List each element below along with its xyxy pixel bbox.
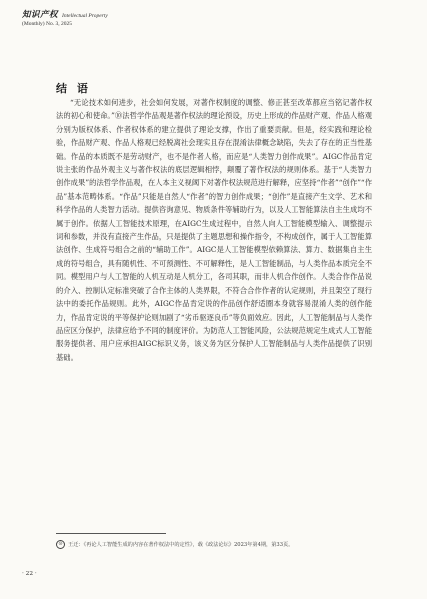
footnote-text: 王迁：《再论人工智能生成的内容在著作权法中的定性》，载《政法论坛》2023年第4期，第33页。 xyxy=(68,542,294,548)
journal-header xyxy=(22,8,108,27)
journal-title-en: Intellectual Property xyxy=(62,13,108,19)
journal-title-cn: 知识产权 xyxy=(22,10,59,20)
footnote-marker: ⑩ xyxy=(56,540,65,549)
page-number: · 22 · xyxy=(22,571,37,577)
section-title: 结 语 xyxy=(56,82,91,95)
body-text xyxy=(56,96,372,364)
issue-info: (Monthly) No. 3, 2025 xyxy=(22,21,72,27)
paragraph: “无论技术如何进步，社会如何发展，对著作权制度的调整、修正甚至改革都应当铭记著作权法的初心和使命。”⑩法哲学作品观是著作权法的理论预设，历史上形成的作品财产观、作品人格观分别为版权体系、作者权体系的建立提供了理论支撑，作出了重要贡献。但是，经实践和理论检验，作品财产观、作品人格观已经脱离社会现实且存在混淆法律概念缺陷，失去了存在的正当性基础。作品的本质既不是劳动财产，也不是作者人格，而应是“人类智力创作成果”。AIGC作品肯定说主张的作品外观主义与著作权法的底层逻辑相悖，颠覆了著作权法的规则体系。基于“人类智力创作成果”的法哲学作品观，在人本主义视阈下对著作权法规范进行解释，应坚持“作者”“创作”“作品”基本范畴体系。“作品”只能是自然人“作者”的智力创作成果；“创作”是直接产生文学、艺术和科学作品的人类智力活动。提供咨询意见、物质条件等辅助行为，以及人工智能算法自主生成均不属于创作。依据人工智能技术原理，在AIGC生成过程中，自然人向人工智能模型输入、调整提示词和参数，并没有直接产生作品，只是提供了主题思想和操作指令，不构成创作，属于人工智能算法创作、生成符号组合之前的“辅助工作”。AIGC是人工智能模型依赖算法、算力、数据集自主生成的符号组合，具有随机性、不可预测性、不可解释性，是人工智能制品，与人类作品本质完全不同。模型用户与人工智能的人机互动是人机分工，各司其职，而非人机合作创作。人类合作作品说的介入、控制认定标准突破了合作主体的人类界限，不符合合作作者的认定规则，并且架空了现行法中的委托作品规则。此外，AIGC作品肯定说的作品创作舒适圈本身就容易混淆人类的创作能力，作品肯定说的平等保护论则加剧了“劣币驱逐良币”等负面效应。因此，人工智能制品与人类作品应区分保护，法律应给予不同的制度评价。为防范人工智能风险，公法规范规定生成式人工智能服务提供者、用户应承担AIGC标识义务，该义务为区分保护人工智能制品与人类作品提供了识别基础。 xyxy=(56,98,372,362)
footnote xyxy=(56,540,376,549)
footnote-divider xyxy=(56,533,166,534)
